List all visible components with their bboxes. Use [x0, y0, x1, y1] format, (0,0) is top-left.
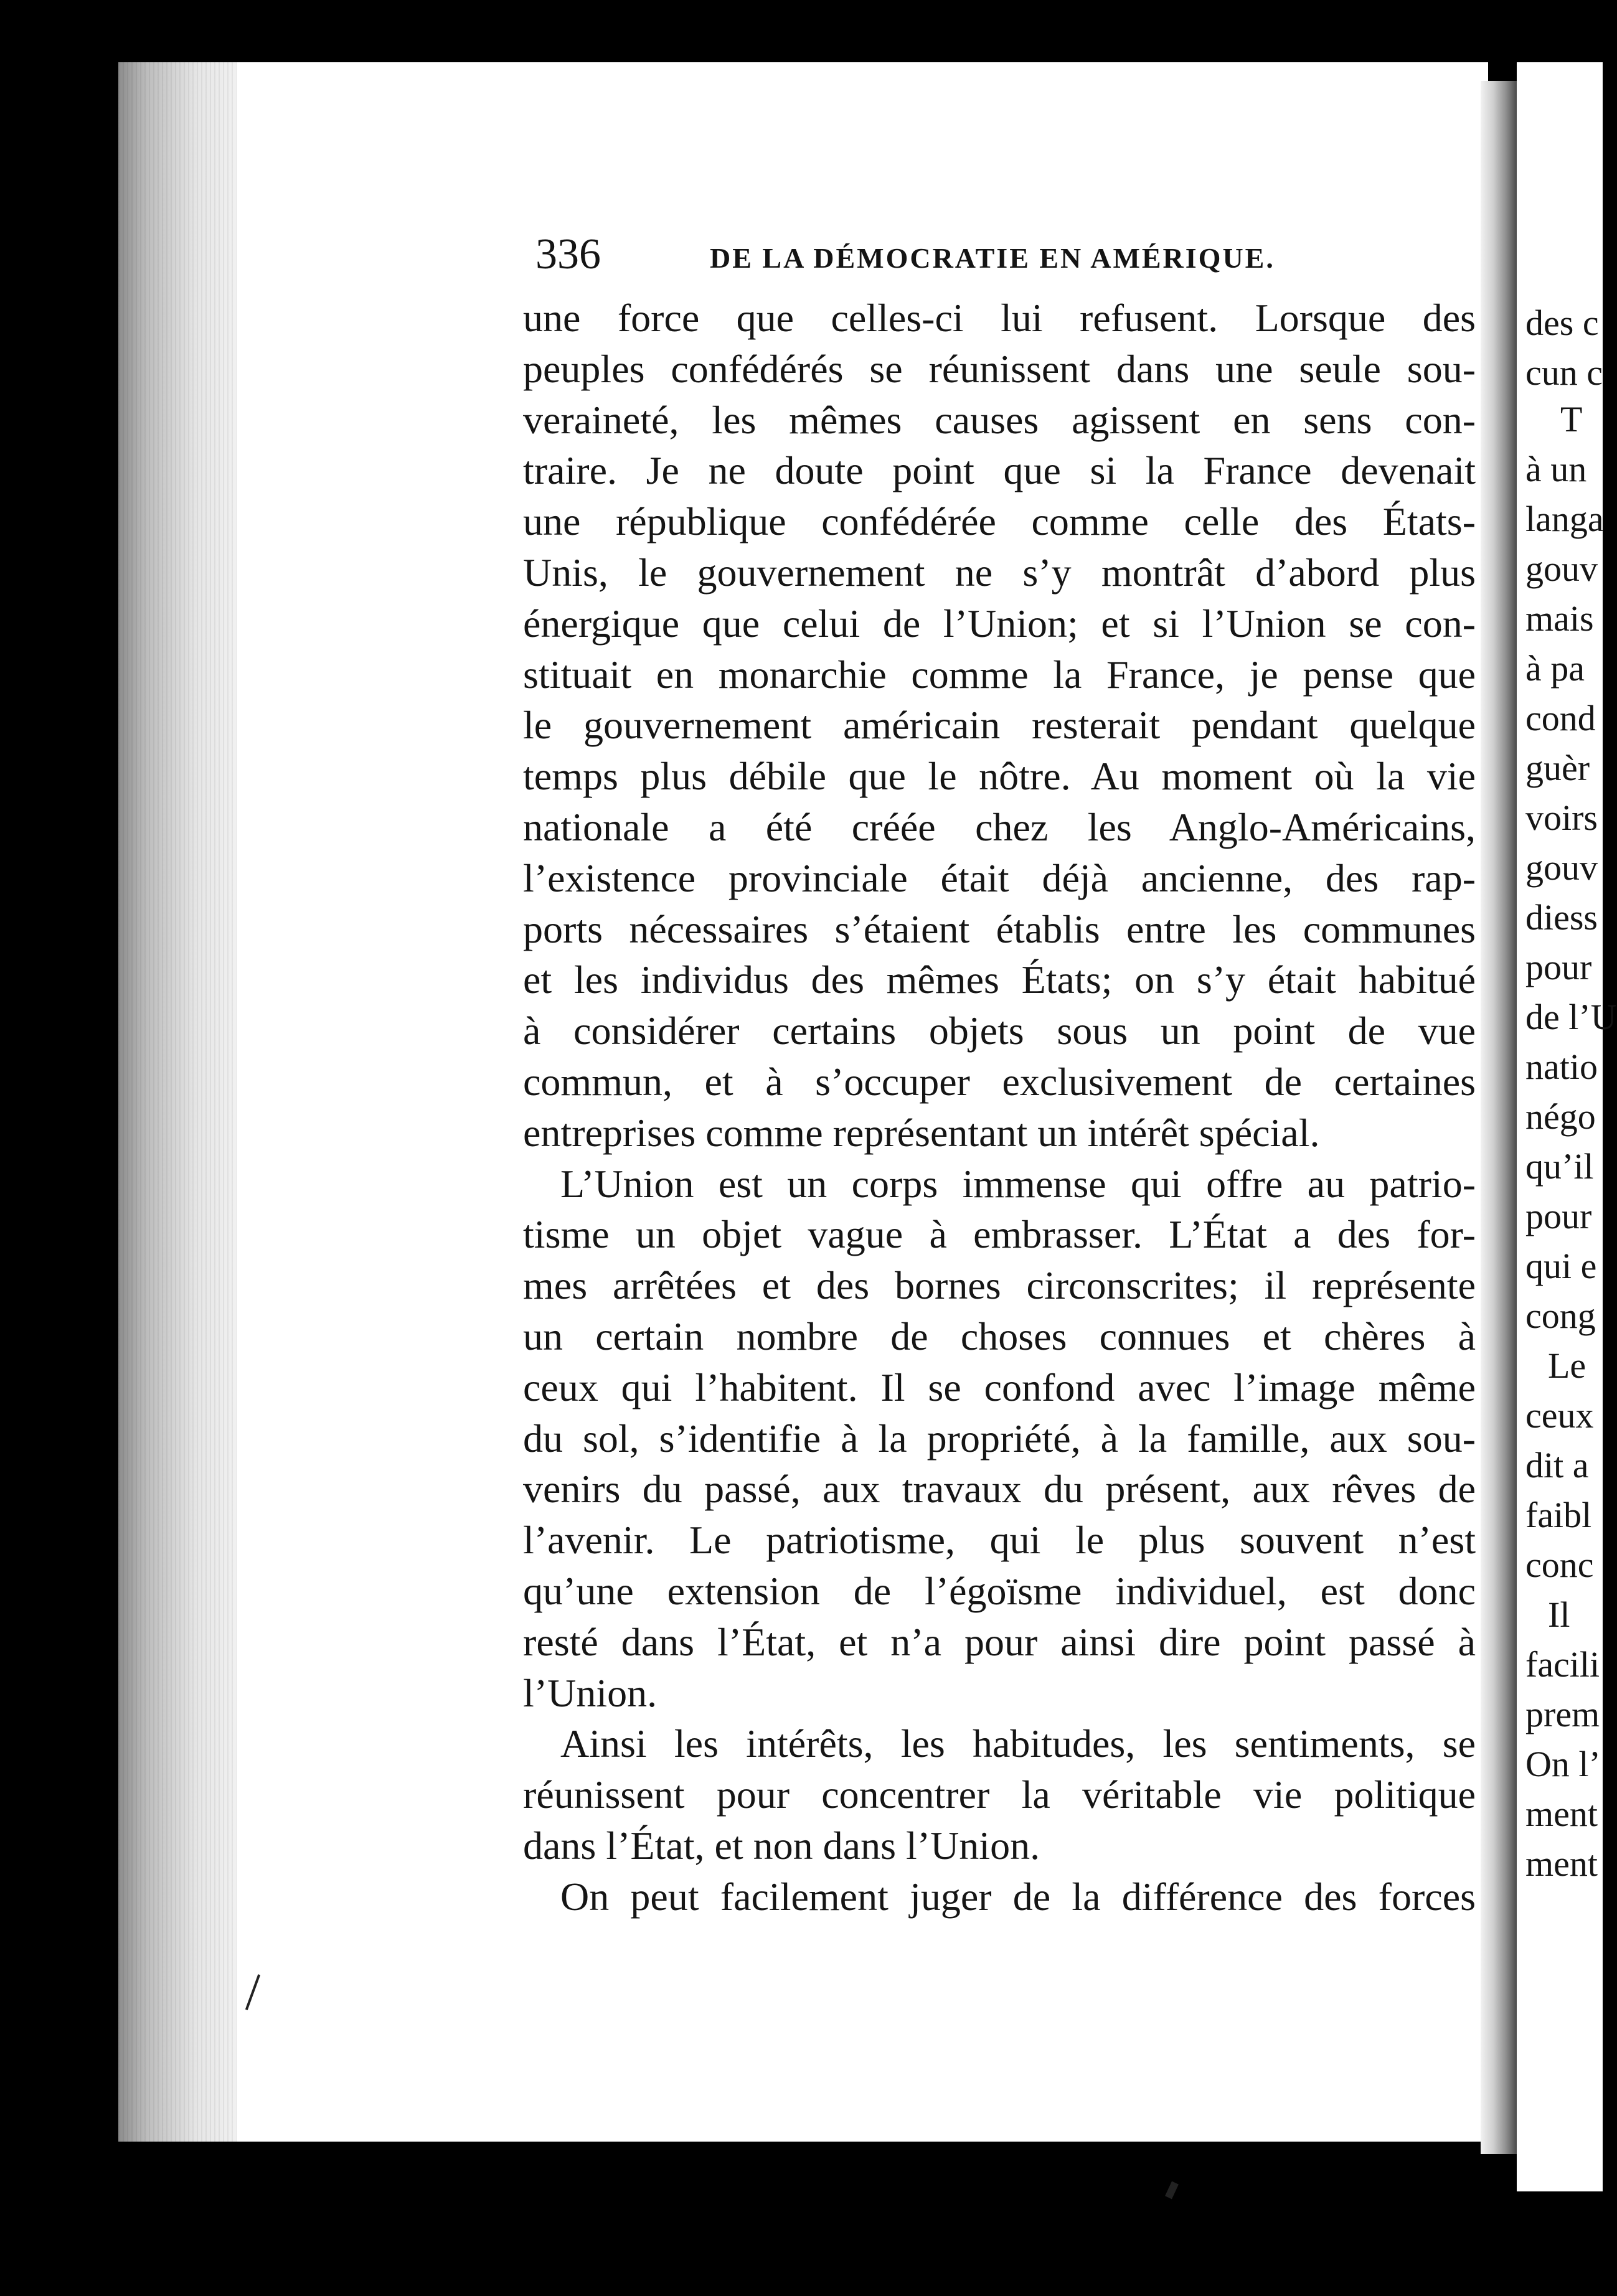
facing-page — [1517, 62, 1617, 2191]
facing-text-line: faibl — [1525, 1495, 1592, 1535]
text-line: ceux qui l’habitent. Il se confond avec l’image même — [523, 1365, 1476, 1409]
text-line: qu’une extension de l’égoïsme individuel, est donc — [523, 1568, 1476, 1613]
facing-text-line: cond — [1525, 698, 1596, 738]
facing-text-line: gouv — [1525, 548, 1598, 589]
text-line: ports nécessaires s’étaient établis entre les communes — [523, 906, 1476, 951]
page-gutter-shadow — [1481, 81, 1517, 2154]
facing-text-line: à un — [1525, 449, 1587, 489]
running-title: DE LA DÉMOCRATIE EN AMÉRIQUE. — [710, 242, 1275, 274]
facing-text-line: qui e — [1525, 1246, 1597, 1286]
facing-text-line: ment — [1525, 1843, 1598, 1884]
facing-text-line: pour — [1525, 1196, 1592, 1236]
text-line: réunissent pour concentrer la véritable vie politique — [523, 1772, 1476, 1817]
facing-text-line: prem — [1525, 1694, 1600, 1734]
facing-text-line: langa — [1525, 499, 1604, 539]
text-line: du sol, s’identifie à la propriété, à la famille, aux sou- — [523, 1416, 1476, 1461]
text-line: l’Union. — [523, 1670, 658, 1715]
facing-text-line: gouv — [1525, 847, 1598, 888]
facing-text-line: ment — [1525, 1794, 1598, 1834]
facing-text-line: facili — [1525, 1644, 1600, 1685]
facing-text-line: pour — [1525, 947, 1592, 987]
facing-text-line: conc — [1525, 1545, 1594, 1585]
text-line: On peut facilement juger de la différence des forces — [560, 1874, 1476, 1919]
text-line: peuples confédérés se réunissent dans une seule sou- — [523, 346, 1476, 391]
text-line: le gouvernement américain resterait pendant quelque — [523, 703, 1476, 748]
text-line: une force que celles-ci lui refusent. Lorsque des — [523, 296, 1476, 340]
text-line: stituait en monarchie comme la France, je pense que — [523, 652, 1476, 697]
body-text — [523, 293, 1476, 1922]
facing-text-line: à pa — [1525, 648, 1585, 689]
text-line: L’Union est un corps immense qui offre au patrio- — [560, 1161, 1476, 1206]
text-line: et les individus des mêmes États; on s’y était habitué — [523, 957, 1476, 1002]
text-line: traire. Je ne doute point que si la France devenait — [523, 448, 1476, 493]
text-line: une république confédérée comme celle des États- — [523, 499, 1476, 544]
facing-text-line: des c — [1525, 303, 1599, 343]
text-line: entreprises comme représentant un intérêt spécial. — [523, 1110, 1320, 1155]
text-line: à considérer certains objets sous un point de vue — [523, 1009, 1476, 1053]
facing-text-line: Il — [1548, 1594, 1570, 1635]
facing-text-line: de l’U — [1525, 997, 1617, 1037]
page-header — [535, 230, 1482, 283]
facing-text-line: cong — [1525, 1296, 1596, 1336]
facing-text-line: dit a — [1525, 1445, 1589, 1485]
facing-text-line: ceux — [1525, 1395, 1594, 1436]
facing-text-line: diess — [1525, 897, 1598, 938]
text-line: resté dans l’État, et n’a pour ainsi dire point passé à — [523, 1619, 1476, 1664]
facing-text-line: Le — [1548, 1345, 1586, 1386]
text-line: venirs du passé, aux travaux du présent, aux rêves de — [523, 1467, 1476, 1512]
facing-text-line: voirs — [1525, 797, 1598, 838]
facing-text-line: On l’ — [1525, 1744, 1601, 1784]
text-line: nationale a été créée chez les Anglo-Américains, — [523, 804, 1476, 849]
text-line: Unis, le gouvernement ne s’y montrât d’abord plus — [523, 550, 1476, 595]
facing-text-line: négo — [1525, 1096, 1596, 1137]
facing-text-line: T — [1560, 399, 1583, 440]
facing-text-line: natio — [1525, 1047, 1598, 1087]
text-line: dans l’État, et non dans l’Union. — [523, 1823, 1040, 1868]
facing-text-line: guèr — [1525, 748, 1590, 788]
text-line: commun, et à s’occuper exclusivement de certaines — [523, 1059, 1476, 1104]
text-line: l’avenir. Le patriotisme, qui le plus souvent n’est — [523, 1518, 1476, 1563]
text-line: un certain nombre de choses connues et chères à — [523, 1314, 1476, 1358]
text-line: tisme un objet vague à embrasser. L’État a des for- — [523, 1212, 1476, 1257]
page-number: 336 — [535, 230, 601, 278]
facing-text-line: qu’il — [1525, 1146, 1594, 1187]
facing-text-line: cun c — [1525, 352, 1603, 393]
text-line: mes arrêtées et des bornes circonscrites; il représente — [523, 1263, 1476, 1308]
text-line: l’existence provinciale était déjà ancienne, des rap- — [523, 855, 1476, 900]
text-line: Ainsi les intérêts, les habitudes, les sentiments, se — [560, 1721, 1476, 1766]
scan-mark — [1165, 2181, 1179, 2200]
text-line: veraineté, les mêmes causes agissent en sens con- — [523, 397, 1476, 442]
text-line: énergique que celui de l’Union; et si l’Union se con- — [523, 601, 1476, 646]
facing-text-line: mais — [1525, 598, 1594, 639]
text-line: temps plus débile que le nôtre. Au moment où la vie — [523, 754, 1476, 799]
